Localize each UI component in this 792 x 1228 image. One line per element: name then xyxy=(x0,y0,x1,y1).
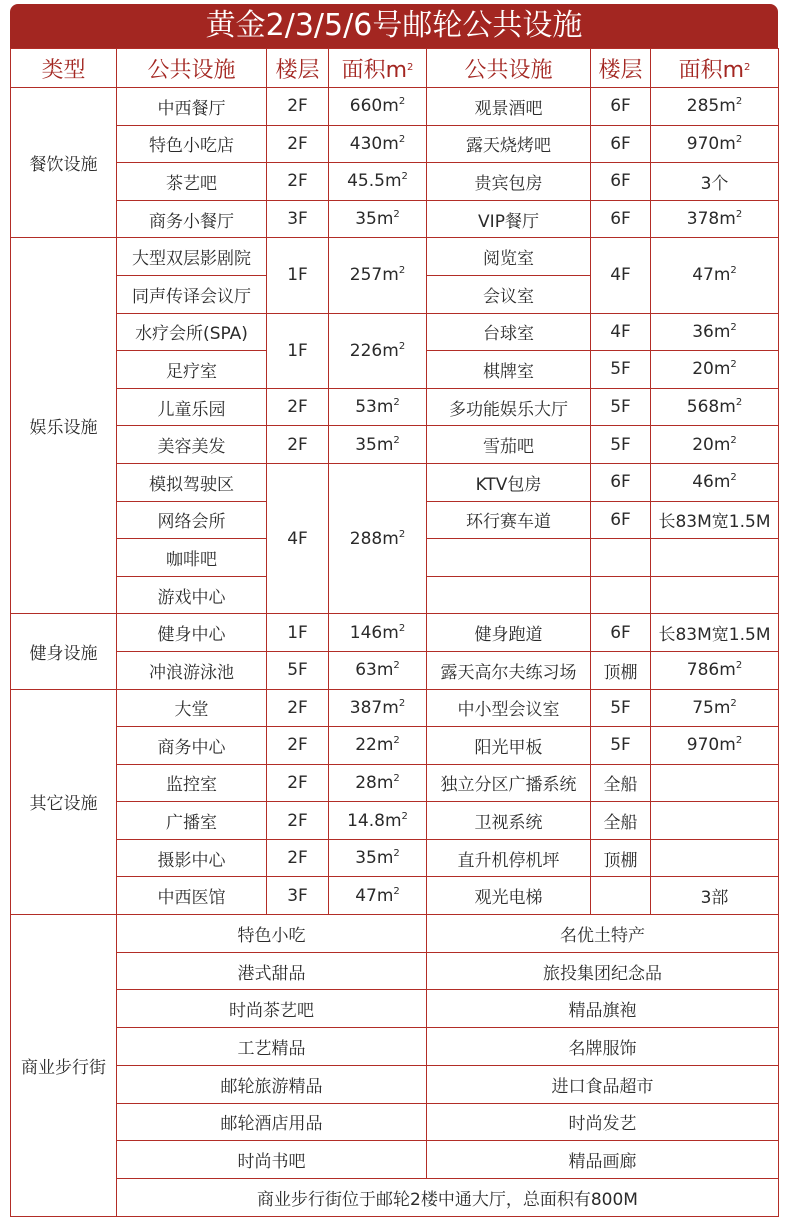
table-row xyxy=(11,802,779,840)
category-fitness: 健身设施 xyxy=(11,614,117,689)
facility-name-2: 会议室 xyxy=(427,275,591,313)
facility-area-2: $568m^2$ xyxy=(651,388,779,426)
shop-item: 时尚书吧 xyxy=(117,1141,427,1179)
facility-floor-2: 5F xyxy=(591,426,651,464)
facility-name: 水疗会所(SPA) xyxy=(117,313,267,351)
header-floor-2: 楼层 xyxy=(591,49,651,88)
shop-item-2: 旅投集团纪念品 xyxy=(427,952,779,990)
header-type: 类型 xyxy=(11,49,117,88)
table-row xyxy=(11,727,779,765)
table-row xyxy=(11,689,779,727)
facility-floor: 2F xyxy=(267,764,329,802)
facility-area-2: 长83M宽1.5M xyxy=(651,501,779,539)
category-commercial: 商业步行街 xyxy=(11,915,117,1217)
empty-cell xyxy=(651,764,779,802)
facility-floor: 2F xyxy=(267,125,329,163)
facility-floor: 2F xyxy=(267,689,329,727)
facility-name: 游戏中心 xyxy=(117,576,267,614)
shop-item: 邮轮酒店用品 xyxy=(117,1103,427,1141)
facility-area: $35m^2$ xyxy=(329,839,427,877)
facility-name: 监控室 xyxy=(117,764,267,802)
header-area: 面积$m^2$ xyxy=(329,49,427,88)
table-row xyxy=(11,952,779,990)
page-title: 黄金2/3/5/6号邮轮公共设施 xyxy=(10,4,778,48)
facility-area-2: $786m^2$ xyxy=(651,651,779,689)
empty-cell xyxy=(651,839,779,877)
facility-floor: 3F xyxy=(267,200,329,238)
empty-cell xyxy=(427,576,591,614)
facility-name-2: 贵宾包房 xyxy=(427,163,591,201)
empty-cell xyxy=(651,539,779,577)
facility-floor-2: 6F xyxy=(591,200,651,238)
facility-name-2: VIP餐厅 xyxy=(427,200,591,238)
facility-name: 商务中心 xyxy=(117,727,267,765)
facility-area: $22m^2$ xyxy=(329,727,427,765)
facility-name-2: 棋牌室 xyxy=(427,351,591,389)
table-row xyxy=(11,88,779,126)
facility-name-2: 多功能娱乐大厅 xyxy=(427,388,591,426)
facility-floor-2: 6F xyxy=(591,88,651,126)
facility-floor-2: 5F xyxy=(591,727,651,765)
shop-item: 时尚茶艺吧 xyxy=(117,990,427,1028)
facility-name-2: 卫视系统 xyxy=(427,802,591,840)
facility-floor-2: 全船 xyxy=(591,764,651,802)
facility-name: 大堂 xyxy=(117,689,267,727)
facility-name: 足疗室 xyxy=(117,351,267,389)
facility-name: 同声传译会议厅 xyxy=(117,275,267,313)
facility-floor: 2F xyxy=(267,426,329,464)
table-row xyxy=(11,238,779,276)
facility-area: $47m^2$ xyxy=(329,877,427,915)
facility-name: 特色小吃店 xyxy=(117,125,267,163)
header-area-2: 面积$m^2$ xyxy=(651,49,779,88)
facility-name: 冲浪游泳池 xyxy=(117,651,267,689)
table-row xyxy=(11,614,779,652)
facility-area-2: $970m^2$ xyxy=(651,727,779,765)
empty-cell xyxy=(591,539,651,577)
facility-name: 模拟驾驶区 xyxy=(117,463,267,501)
facility-floor-2: 5F xyxy=(591,388,651,426)
facility-floor: 1F xyxy=(267,238,329,313)
header-floor: 楼层 xyxy=(267,49,329,88)
table-row xyxy=(11,1141,779,1179)
facility-area-2: $285m^2$ xyxy=(651,88,779,126)
facility-area-2: 长83M宽1.5M xyxy=(651,614,779,652)
shop-item-2: 精品画廊 xyxy=(427,1141,779,1179)
facility-floor-2: 4F xyxy=(591,313,651,351)
facility-area: $35m^2$ xyxy=(329,426,427,464)
shop-item-2: 精品旗袍 xyxy=(427,990,779,1028)
empty-cell xyxy=(591,576,651,614)
shop-item-2: 名优土特产 xyxy=(427,915,779,953)
table-row xyxy=(11,125,779,163)
shop-item-2: 名牌服饰 xyxy=(427,1028,779,1066)
facility-area: $53m^2$ xyxy=(329,388,427,426)
facility-area: $660m^2$ xyxy=(329,88,427,126)
facility-floor: 2F xyxy=(267,727,329,765)
facility-floor-2: 5F xyxy=(591,689,651,727)
facility-area: $63m^2$ xyxy=(329,651,427,689)
facility-area: $35m^2$ xyxy=(329,200,427,238)
table-row xyxy=(11,163,779,201)
facility-floor-2: 6F xyxy=(591,501,651,539)
table-row xyxy=(11,877,779,915)
facility-floor-2: 6F xyxy=(591,463,651,501)
facility-area: $146m^2$ xyxy=(329,614,427,652)
facility-name-2: 直升机停机坪 xyxy=(427,839,591,877)
facility-name-2: 观景酒吧 xyxy=(427,88,591,126)
header-facility: 公共设施 xyxy=(117,49,267,88)
facility-name: 儿童乐园 xyxy=(117,388,267,426)
facility-area: $28m^2$ xyxy=(329,764,427,802)
facility-name-2: KTV包房 xyxy=(427,463,591,501)
facility-name-2: 中小型会议室 xyxy=(427,689,591,727)
facility-area-2: 3部 xyxy=(651,877,779,915)
facility-name-2: 环行赛车道 xyxy=(427,501,591,539)
table-row xyxy=(11,915,779,953)
facility-name: 健身中心 xyxy=(117,614,267,652)
facility-name-2: 雪茄吧 xyxy=(427,426,591,464)
facility-floor: 2F xyxy=(267,802,329,840)
empty-cell xyxy=(427,539,591,577)
facility-area: $226m^2$ xyxy=(329,313,427,388)
shop-item: 特色小吃 xyxy=(117,915,427,953)
empty-cell xyxy=(651,576,779,614)
facility-area: $288m^2$ xyxy=(329,463,427,613)
shop-item: 工艺精品 xyxy=(117,1028,427,1066)
facility-area-2: $75m^2$ xyxy=(651,689,779,727)
table-row xyxy=(11,1028,779,1066)
facility-name-2: 台球室 xyxy=(427,313,591,351)
table-row xyxy=(11,463,779,501)
facility-floor: 1F xyxy=(267,313,329,388)
facility-floor-2: 6F xyxy=(591,125,651,163)
table-row xyxy=(11,990,779,1028)
facility-floor-2: 顶棚 xyxy=(591,839,651,877)
commercial-note: 商业步行街位于邮轮2楼中通大厅，总面积有800M xyxy=(117,1178,779,1216)
facility-area: $45.5m^2$ xyxy=(329,163,427,201)
facility-name: 商务小餐厅 xyxy=(117,200,267,238)
facility-name: 茶艺吧 xyxy=(117,163,267,201)
shop-item: 港式甜品 xyxy=(117,952,427,990)
facility-area-2: $20m^2$ xyxy=(651,426,779,464)
header-row xyxy=(11,49,779,88)
facility-floor: 4F xyxy=(267,463,329,613)
facility-floor: 2F xyxy=(267,839,329,877)
facility-floor-2: 全船 xyxy=(591,802,651,840)
facility-area: $387m^2$ xyxy=(329,689,427,727)
shop-item-2: 时尚发艺 xyxy=(427,1103,779,1141)
facility-name-2: 健身跑道 xyxy=(427,614,591,652)
facility-floor: 2F xyxy=(267,388,329,426)
facility-name: 咖啡吧 xyxy=(117,539,267,577)
facility-area-2: $46m^2$ xyxy=(651,463,779,501)
facility-floor-2: 顶棚 xyxy=(591,651,651,689)
facility-name: 中西医馆 xyxy=(117,877,267,915)
shop-item-2: 进口食品超市 xyxy=(427,1065,779,1103)
table-row xyxy=(11,651,779,689)
facility-area-2: $36m^2$ xyxy=(651,313,779,351)
facility-area: $14.8m^2$ xyxy=(329,802,427,840)
table-row xyxy=(11,764,779,802)
facility-area: $257m^2$ xyxy=(329,238,427,313)
facility-floor: 1F xyxy=(267,614,329,652)
table-row xyxy=(11,1065,779,1103)
facility-area-2: $378m^2$ xyxy=(651,200,779,238)
facility-name: 广播室 xyxy=(117,802,267,840)
table-row xyxy=(11,1103,779,1141)
facility-area-2: $970m^2$ xyxy=(651,125,779,163)
category-dining: 餐饮设施 xyxy=(11,88,117,238)
facility-area-2: $47m^2$ xyxy=(651,238,779,313)
facility-name-2: 阅览室 xyxy=(427,238,591,276)
facility-area-2: 3个 xyxy=(651,163,779,201)
table-row xyxy=(11,200,779,238)
facility-area: $430m^2$ xyxy=(329,125,427,163)
empty-cell xyxy=(651,802,779,840)
facility-name-2: 独立分区广播系统 xyxy=(427,764,591,802)
facility-name: 网络会所 xyxy=(117,501,267,539)
facility-floor: 2F xyxy=(267,163,329,201)
facility-area-2: $20m^2$ xyxy=(651,351,779,389)
shop-item: 邮轮旅游精品 xyxy=(117,1065,427,1103)
category-other: 其它设施 xyxy=(11,689,117,915)
facility-name: 中西餐厅 xyxy=(117,88,267,126)
facility-floor-2: 6F xyxy=(591,163,651,201)
table-row xyxy=(11,313,779,351)
facilities-table xyxy=(10,48,779,1217)
facility-name: 大型双层影剧院 xyxy=(117,238,267,276)
facility-floor-2: 4F xyxy=(591,238,651,313)
table-row xyxy=(11,388,779,426)
facility-floor-2: 5F xyxy=(591,351,651,389)
facility-name-2: 露天高尔夫练习场 xyxy=(427,651,591,689)
facility-name-2: 露天烧烤吧 xyxy=(427,125,591,163)
empty-cell xyxy=(591,877,651,915)
facility-floor: 3F xyxy=(267,877,329,915)
category-entertainment: 娱乐设施 xyxy=(11,238,117,614)
facility-name-2: 阳光甲板 xyxy=(427,727,591,765)
table-row xyxy=(11,426,779,464)
header-facility-2: 公共设施 xyxy=(427,49,591,88)
facility-floor: 2F xyxy=(267,88,329,126)
facility-floor-2: 6F xyxy=(591,614,651,652)
facility-name: 摄影中心 xyxy=(117,839,267,877)
table-row xyxy=(11,1178,779,1216)
facility-floor: 5F xyxy=(267,651,329,689)
table-row xyxy=(11,839,779,877)
facility-name: 美容美发 xyxy=(117,426,267,464)
facility-name-2: 观光电梯 xyxy=(427,877,591,915)
